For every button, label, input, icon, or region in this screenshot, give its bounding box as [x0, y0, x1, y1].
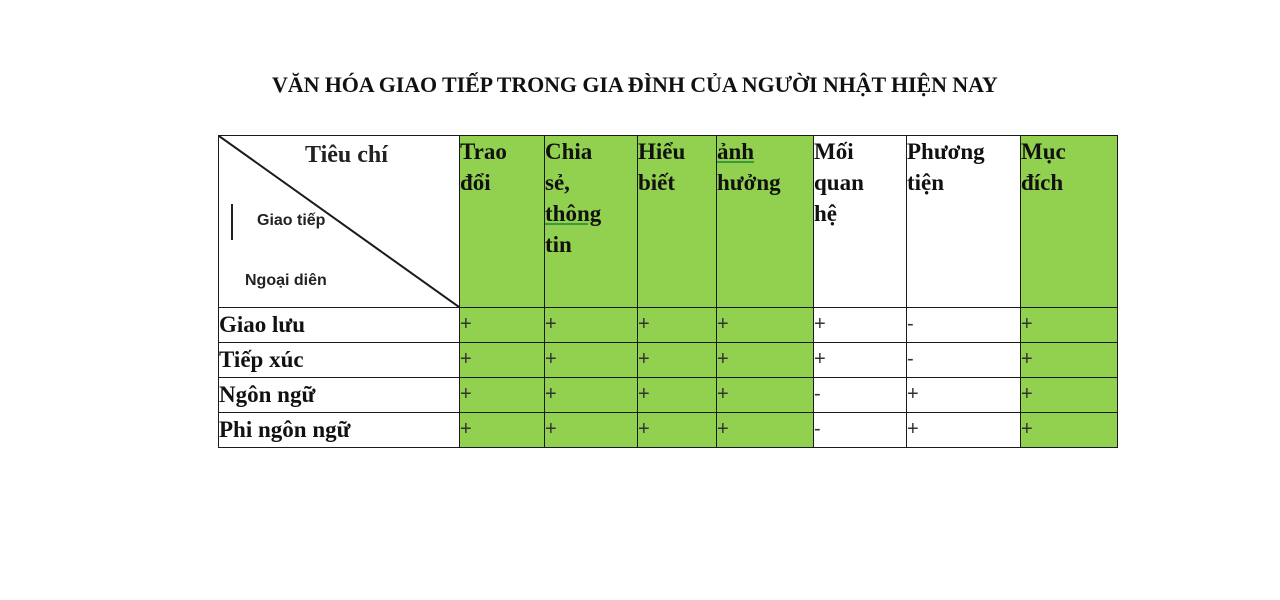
table-cell: +	[1021, 308, 1118, 343]
column-header-line: tin	[545, 232, 572, 257]
table-row	[219, 413, 1118, 448]
row-header: Tiếp xúc	[219, 343, 460, 378]
column-header-line: đích	[1021, 170, 1064, 195]
column-header-line: quan	[814, 170, 864, 195]
column-header-influence	[717, 136, 814, 308]
column-header-line: thông	[545, 201, 602, 226]
external-label: Ngoại diên	[245, 272, 327, 289]
table-row	[219, 308, 1118, 343]
table-cell: +	[460, 378, 545, 413]
table-cell: +	[1021, 378, 1118, 413]
criteria-table	[218, 135, 1118, 448]
table-cell: +	[545, 378, 638, 413]
column-header-line: sẻ,	[545, 170, 570, 195]
table-cell: +	[460, 308, 545, 343]
column-header-line: ảnh	[717, 139, 755, 164]
table-cell: +	[717, 378, 814, 413]
column-header-line: Chia	[545, 139, 593, 164]
table-cell: -	[907, 308, 1021, 343]
text-cursor-mark	[231, 204, 233, 240]
table-row	[219, 343, 1118, 378]
table-cell: +	[638, 308, 717, 343]
table-cell: -	[907, 343, 1021, 378]
table-cell: -	[814, 413, 907, 448]
table-cell: +	[638, 413, 717, 448]
table-cell: +	[814, 308, 907, 343]
column-header-sharing	[545, 136, 638, 308]
column-header-purpose	[1021, 136, 1118, 308]
column-header-line: tiện	[907, 170, 945, 195]
criteria-label: Tiêu chí	[305, 142, 388, 168]
table-cell: +	[717, 413, 814, 448]
table-cell: +	[1021, 343, 1118, 378]
table-cell: +	[717, 308, 814, 343]
table-row	[219, 378, 1118, 413]
table-cell: +	[638, 378, 717, 413]
communication-label: Giao tiếp	[257, 212, 326, 229]
table-cell: +	[545, 413, 638, 448]
table-cell: +	[907, 378, 1021, 413]
table-cell: +	[814, 343, 907, 378]
column-header-line: Mục	[1021, 139, 1066, 164]
column-header-line: Hiểu	[638, 139, 686, 164]
column-header-line: đổi	[460, 170, 491, 195]
table-cell: -	[814, 378, 907, 413]
column-header-means	[907, 136, 1021, 308]
table-cell: +	[545, 308, 638, 343]
table-cell: +	[907, 413, 1021, 448]
column-header-understanding	[638, 136, 717, 308]
row-header: Giao lưu	[219, 308, 460, 343]
table-cell: +	[545, 343, 638, 378]
table-cell: +	[460, 413, 545, 448]
table-cell: +	[717, 343, 814, 378]
column-header-line: Phương	[907, 139, 985, 164]
row-header: Phi ngôn ngữ	[219, 413, 460, 448]
column-header-line: Mối	[814, 139, 854, 164]
column-header-line: Trao	[460, 139, 507, 164]
header-row	[219, 136, 1118, 308]
column-header-relationship	[814, 136, 907, 308]
corner-cell	[219, 136, 460, 308]
column-header-line: hưởng	[717, 170, 781, 195]
table-cell: +	[1021, 413, 1118, 448]
column-header-exchange	[460, 136, 545, 308]
document-title: VĂN HÓA GIAO TIẾP TRONG GIA ĐÌNH CỦA NGƯỜI NHẬT HIỆN NAY	[272, 72, 998, 97]
table-cell: +	[638, 343, 717, 378]
table-cell: +	[460, 343, 545, 378]
column-header-line: biết	[638, 170, 676, 195]
row-header: Ngôn ngữ	[219, 378, 460, 413]
column-header-line: hệ	[814, 201, 837, 226]
